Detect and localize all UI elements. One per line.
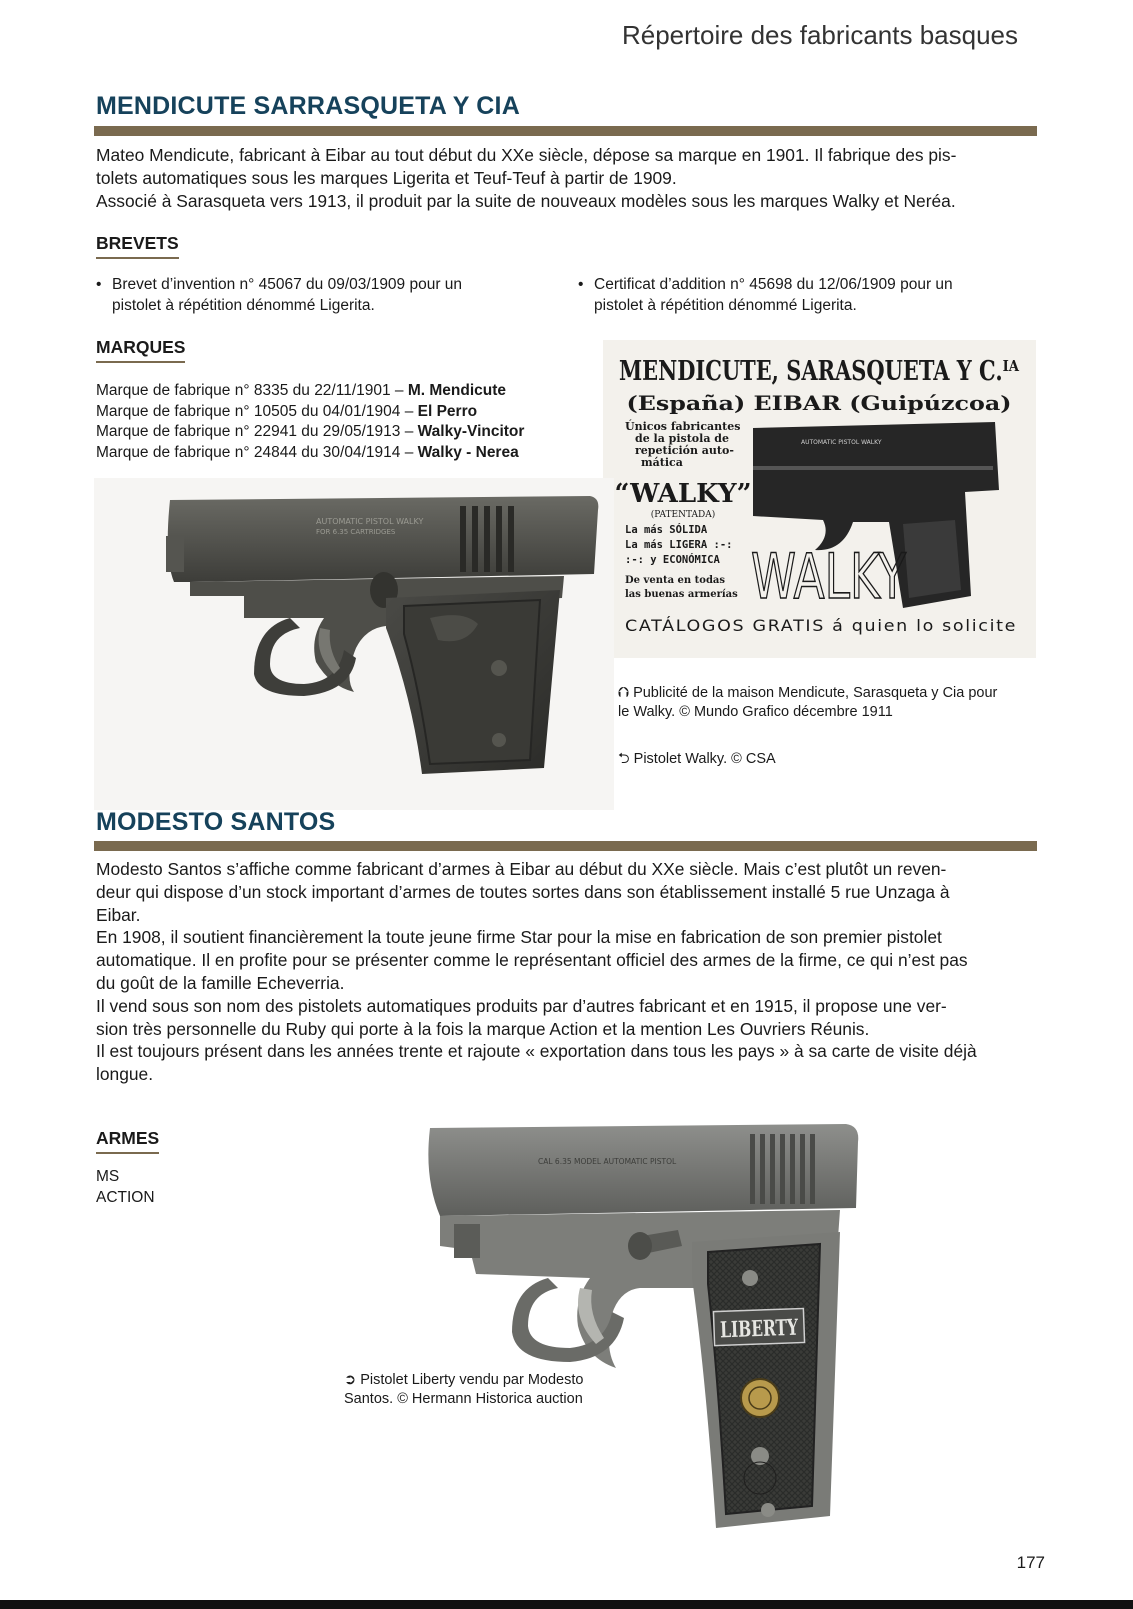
ad-left-text: repetición auto- [635, 444, 734, 457]
body-line: sion très personnelle du Ruby qui porte à la fois la marque Action et la mention Les Ouvriers Réunis. [96, 1018, 870, 1039]
brevet-item [96, 275, 536, 316]
section-title-modesto-santos: MODESTO SANTOS [96, 808, 336, 836]
ad-slogan: :-: y ECONÓMICA [625, 554, 720, 566]
marque-item [96, 443, 586, 464]
brevet-line: pistolet à répétition dénommé Ligerita. [112, 296, 375, 314]
ad-left-text: Únicos fabricantes [625, 420, 741, 433]
marques-heading: MARQUES [96, 337, 185, 363]
brevet-item [578, 275, 1028, 316]
arrow-right-icon: ➲ [344, 1372, 361, 1388]
page-number: 177 [1016, 1553, 1045, 1572]
ad-caption [618, 684, 1038, 722]
arme-item: MS [96, 1168, 120, 1185]
ad-walky-logo: WALKY [751, 540, 907, 613]
body-line: Modesto Santos s’affiche comme fabricant d’armes à Eibar au début du XXe siècle. Mais c’est plutôt un reven- [96, 859, 947, 879]
armes-heading: ARMES [96, 1128, 159, 1154]
bottom-border [0, 1600, 1133, 1609]
body-line: Il vend sous son nom des pistolets automatiques produits par d’autres fabricant et en 1915, il propose une ver- [96, 995, 947, 1016]
ad-left-text: de la pistola de [635, 432, 729, 445]
marque-text: Marque de fabrique n° 22941 du 29/05/1913 – [96, 423, 418, 440]
bullet-dot: • [578, 276, 584, 293]
ad-sale-text: De venta en todas [625, 575, 726, 586]
marque-name: M. Mendicute [407, 382, 507, 399]
marque-name: Walky - Nerea [417, 443, 519, 461]
ad-location: (España) EIBAR (Guipúzcoa) [626, 391, 1012, 415]
intro-line: tolets automatiques sous les marques Ligerita et Teuf-Teuf à partir de 1909. [96, 167, 677, 188]
arrow-left-icon: ⮌ [618, 751, 634, 767]
body-line: deur qui dispose d’un stock important d’armes de toutes sortes dans son établissement installé 5 rue Unzaga à [96, 881, 950, 902]
marques-list [96, 381, 586, 463]
walky-pistol-caption [618, 750, 776, 769]
marque-name: El Perro [417, 402, 478, 420]
section-rule [94, 126, 1037, 136]
brevet-line: pistolet à répétition dénommé Ligerita. [594, 296, 857, 314]
section-title-mendicute: MENDICUTE SARRASQUETA Y CIA [96, 92, 520, 120]
ad-sale-text: las buenas armerías [625, 589, 738, 600]
ad-patent: (PATENTADA) [650, 510, 716, 520]
ad-model-name: “WALKY” [614, 479, 752, 509]
intro-paragraph [96, 144, 1041, 212]
armes-list [96, 1167, 155, 1208]
body-line: longue. [96, 1064, 154, 1085]
bullet-dot: • [96, 276, 102, 293]
marque-text: Marque de fabrique n° 8335 du 22/11/1901 – [96, 382, 408, 399]
ad-left-text: mática [641, 456, 683, 469]
caption-line [618, 684, 1038, 703]
walky-slide-engraving: AUTOMATIC PISTOL WALKY [316, 517, 424, 526]
ad-footer: CATÁLOGOS GRATIS á quien lo solicite [625, 616, 1017, 635]
liberty-caption [344, 1371, 634, 1409]
modesto-santos-paragraphs [96, 858, 1041, 1086]
caption-text: Pistolet Liberty vendu par Modesto [360, 1372, 584, 1388]
marque-item [96, 402, 586, 423]
caption-line [344, 1371, 634, 1390]
liberty-pistol-photo [420, 1118, 872, 1560]
brevet-line: Certificat d’addition n° 45698 du 12/06/1909 pour un [594, 276, 953, 293]
arme-item: ACTION [96, 1188, 155, 1206]
caption-line: le Walky. © Mundo Grafico décembre 1911 [618, 704, 893, 720]
intro-line: Associé à Sarasqueta vers 1913, il produit par la suite de nouveaux modèles sous les marques Walky et Neréa. [96, 190, 956, 211]
liberty-grip-label: LIBERTY [719, 1313, 832, 1344]
marque-item [96, 422, 586, 443]
intro-line: Mateo Mendicute, fabricant à Eibar au tout début du XXe siècle, dépose sa marque en 1901. Il fabrique des pis- [96, 145, 957, 165]
caption-text: Publicité de la maison Mendicute, Sarasqueta y Cia pour [633, 685, 998, 701]
walky-pistol-illustration [94, 478, 614, 810]
ad-slogan: La más LIGERA :-: [625, 539, 733, 551]
advertisement-illustration [603, 340, 1036, 658]
brevet-line: Brevet d’invention n° 45067 du 09/03/1909 pour un [112, 276, 463, 293]
section-rule [94, 841, 1037, 851]
body-line: En 1908, il soutient financièrement la toute jeune firme Star pour la mise en fabrication de son premier pistolet [96, 927, 942, 948]
arrow-up-icon: ⮉ [618, 685, 634, 701]
liberty-pistol-illustration [420, 1118, 872, 1560]
marque-text: Marque de fabrique n° 10505 du 04/01/1904 – [96, 402, 418, 420]
caption-text: Pistolet Walky. © CSA [633, 751, 776, 767]
body-line: Il est toujours présent dans les années trente et rajoute « exportation dans tous les pays » à sa carte de visite déjà [96, 1041, 977, 1062]
body-line: du goût de la famille Echeverria. [96, 972, 345, 993]
marque-item [96, 381, 586, 402]
body-line: automatique. Il en profite pour se présenter comme le représentant officiel des armes de la firme, ce qui n’est pas [96, 950, 968, 971]
liberty-slide-engraving: CAL 6.35 MODEL AUTOMATIC PISTOL [538, 1157, 677, 1166]
walky-pistol-photo [94, 478, 614, 810]
running-header: Répertoire des fabricants basques [621, 20, 1018, 50]
marque-text: Marque de fabrique n° 24844 du 30/04/1914 – [96, 443, 418, 461]
body-line: Eibar. [96, 904, 141, 925]
brevets-heading: BREVETS [96, 233, 179, 259]
marque-name: Walky-Vincitor [417, 423, 525, 440]
caption-line: Santos. © Hermann Historica auction [344, 1391, 583, 1407]
ad-company-name: MENDICUTE, SARASQUETA Y C.ᴵᴬ [619, 356, 1020, 387]
ad-slide-engraving: AUTOMATIC PISTOL WALKY [801, 439, 882, 446]
walky-slide-engraving: FOR 6.35 CARTRIDGES [316, 528, 396, 536]
walky-advertisement [603, 340, 1036, 658]
ad-slogan: La más SÓLIDA [625, 524, 708, 536]
